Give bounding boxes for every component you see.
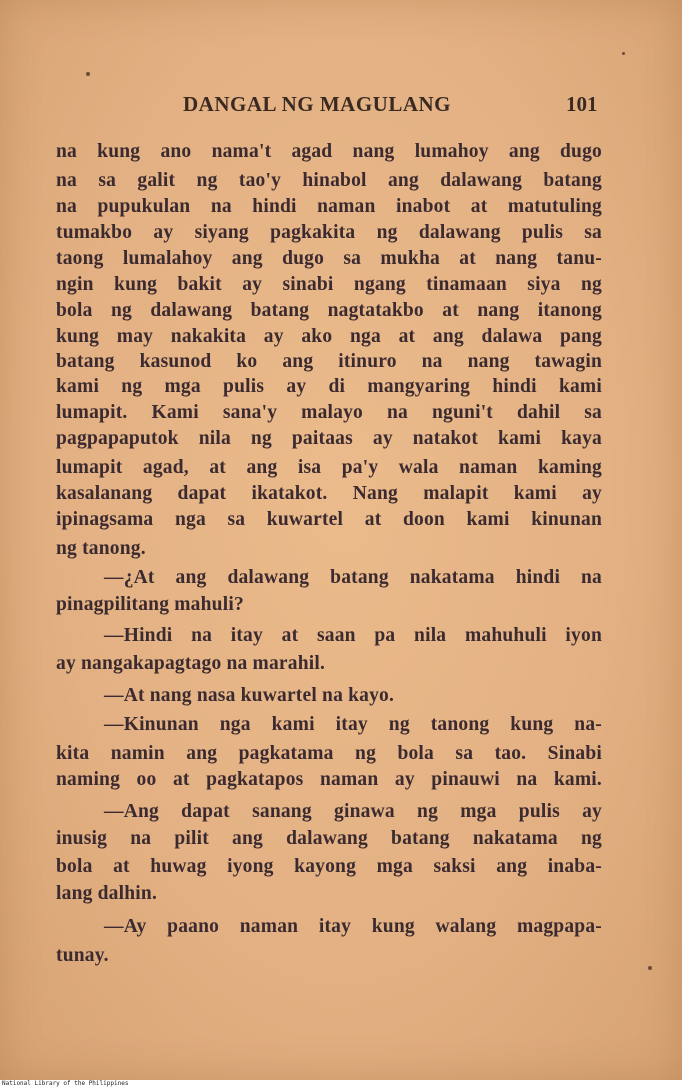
text-line: —Hindi na itay at saan pa nila mahuhuli iyon xyxy=(104,625,602,646)
running-header-title: DANGAL NG MAGULANG xyxy=(183,92,452,116)
text-line: kasalanang dapat ikatakot. Nang malapit kami ay xyxy=(56,483,602,504)
text-line: —Ay paano naman itay kung walang magpapa- xyxy=(104,916,602,937)
paper-speck xyxy=(622,52,625,55)
text-line: ipinagsama nga sa kuwartel at doon kami kinunan xyxy=(56,509,602,530)
text-line: na kung ano nama't agad nang lumahoy ang dugo xyxy=(56,141,602,162)
text-line: batang kasunod ko ang itinuro na nang tawagin xyxy=(56,351,602,372)
text-line: kami ng mga pulis ay di mangyaring hindi kami xyxy=(56,376,602,397)
text-line: —Ang dapat sanang ginawa ng mga pulis ay xyxy=(104,801,602,822)
paper-speck xyxy=(86,72,90,76)
text-line: kita namin ang pagkatama ng bola sa tao. Sinabi xyxy=(56,743,602,764)
text-line: lang dalhin. xyxy=(56,883,158,904)
text-line: lumapit agad, at ang isa pa'y wala naman kaming xyxy=(56,457,602,478)
text-line: pinagpilitang mahuli? xyxy=(56,594,244,615)
text-line: —At nang nasa kuwartel na kayo. xyxy=(104,685,395,706)
text-line: na sa galit ng tao'y hinabol ang dalawang batang xyxy=(56,170,602,191)
text-line: lumapit. Kami sana'y malayo na nguni't dahil sa xyxy=(56,402,602,423)
text-line: pagpapaputok nila ng paitaas ay natakot kami kaya xyxy=(56,428,602,449)
text-line: ay nangakapagtago na marahil. xyxy=(56,653,326,674)
text-line: bola at huwag iyong kayong mga saksi ang inaba- xyxy=(56,856,602,877)
text-line: kung may nakakita ay ako nga at ang dalawa pang xyxy=(56,326,602,347)
text-line: ng tanong. xyxy=(56,538,146,559)
text-line: naming oo at pagkatapos naman ay pinauwi na kami. xyxy=(56,769,602,790)
text-line: tunay. xyxy=(56,945,109,966)
text-line: —Kinunan nga kami itay ng tanong kung na- xyxy=(104,714,602,735)
text-line: bola ng dalawang batang nagtatakbo at nang itanong xyxy=(56,300,602,321)
text-line: na pupukulan na hindi naman inabot at matutuling xyxy=(56,196,602,217)
paper-speck xyxy=(648,966,652,970)
text-line: tumakbo ay siyang pagkakita ng dalawang pulis sa xyxy=(56,222,602,243)
scan-credit: National Library of the Philippines xyxy=(2,1080,682,1088)
text-line: ngin kung bakit ay sinabi ngang tinamaan siya ng xyxy=(56,274,602,295)
page-number: 101 xyxy=(566,92,598,116)
text-line: —¿At ang dalawang batang nakatama hindi na xyxy=(104,567,602,588)
text-line: inusig na pilit ang dalawang batang nakatama ng xyxy=(56,828,602,849)
text-line: taong lumalahoy ang dugo sa mukha at nang tanu- xyxy=(56,248,602,269)
